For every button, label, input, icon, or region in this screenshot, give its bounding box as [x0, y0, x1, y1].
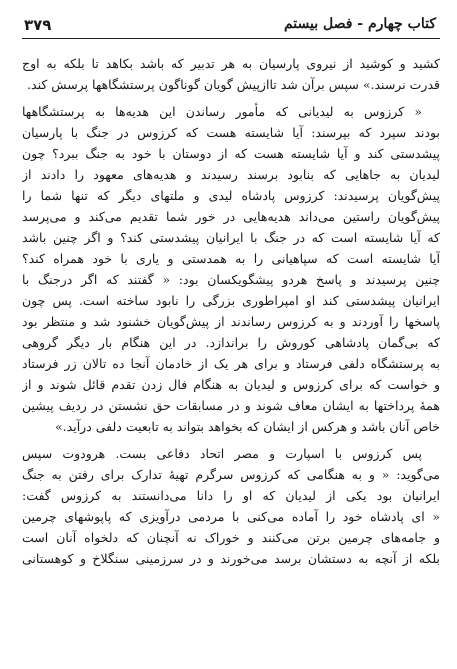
text-line: می‌گوید: « و به هنگامی که کرزوس سرگرم تهیهٔ تدارک برای رفتن به جنگ — [22, 467, 440, 482]
text-line: که بی‌گمان پادشاهی کوروش را براندازد. در این هنگام بار دیگر گروهی — [22, 335, 440, 350]
text-line: خاص آنان باشد و هرکس از ایشان که بخواهد بتواند به تابعیت دلفی درآید.» — [55, 419, 440, 434]
text-line: که آیا شایسته است که در جنگ با ایرانیان پیشدستی کند؟ و اگر چنین باشد — [22, 230, 440, 245]
text-line: قدرت نرسند.» سپس برآن شد تاازپیش گویان گوناگون پرستشگاهها پرسش کند. — [27, 77, 440, 92]
text-line: پیشدستی کند و آیا شایسته هست که از دوستان با خود به جنگ ببرد؟ چون — [22, 146, 440, 161]
text-line: « کرزوس به لیدیانی که مأمور رساندن این هدیه‌ها به پرستشگاهها — [22, 104, 422, 119]
text-line: ایرانیان بود یکی از لیدیان که او را دانا می‌دانستند به کرزوس گفت: — [22, 488, 440, 503]
text-line: بلکه از آنچه به دستشان برسد می‌خورند و در سرزمینی سنگلاخ و کوهستانی — [22, 551, 440, 566]
paragraph — [22, 443, 440, 569]
text-line: « ای پادشاه خود را آماده می‌کنی با مردمی درآویزی که پاپوشهای چرمین — [22, 509, 440, 524]
text-line: بودند سپرد که بپرسند: آیا شایسته هست که کرزوس در جنگ با پارسیان — [22, 125, 440, 140]
text-line: پس کرزوس با اسپارت و مصر اتحاد دفاعی بست. هرودوت سپس — [22, 446, 422, 461]
text-line: آیا شایسته است که سپاهیانی را به همدستی و یاری با خود همراه کند؟ — [22, 251, 440, 266]
page-number: ۳۷۹ — [24, 16, 52, 34]
text-line: و خواست که برای کرزوس و لیدیان به هنگام فال زدن تقدم قائل شوند و از — [22, 377, 440, 392]
book-page — [22, 12, 440, 658]
page-header — [22, 12, 440, 39]
text-line: کشید و کوشید از نیروی پارسیان به هر تدبیر که باشد بکاهد تا بلکه به اوج — [22, 56, 440, 71]
text-line: چنین پرسیدند و پاسخ هردو پیشگویکسان بود: « گفتند که اگر درجنگ با — [22, 272, 440, 287]
running-title: کتاب چهارم - فصل بیستم — [283, 16, 436, 32]
text-line: پاسخها را آوردند و به کرزوس رساندند از پیش‌گویان خشنود شد و منتظر بود — [22, 314, 440, 329]
text-line: به پرستشگاه دلفی فرستاد و برای هر یک از خادمان آنجا ده تالان زر فرستاد — [22, 356, 440, 371]
text-line: پیش‌گویان راستین می‌داند هدیه‌هایی در خور شما تقدیم می‌کند و می‌پرسد — [22, 209, 440, 224]
text-line: همهٔ پرداختها به ایشان معاف شوند و در مسابقات حق نشستن در ردیف پیشین — [22, 398, 440, 413]
paragraph — [22, 53, 440, 95]
paragraph — [22, 101, 440, 437]
text-line: پیش‌گویان پرسیدند: کرزوس پادشاه لیدی و ملتهای دیگر که تنها شما را — [22, 188, 440, 203]
text-line: و جامه‌های چرمین برتن می‌کنند و خوراک نه آنچنان که دلخواه آنان است — [22, 530, 440, 545]
body-text — [22, 53, 440, 569]
text-line: لیدیان به جاهایی که بنابود برسند رسیدند و هدیه‌های معهود را دادند از — [22, 167, 440, 182]
text-line: ایرانیان پیشدستی کند او امپراطوری بزرگی را نابود ساخته است. پس چون — [22, 293, 440, 308]
